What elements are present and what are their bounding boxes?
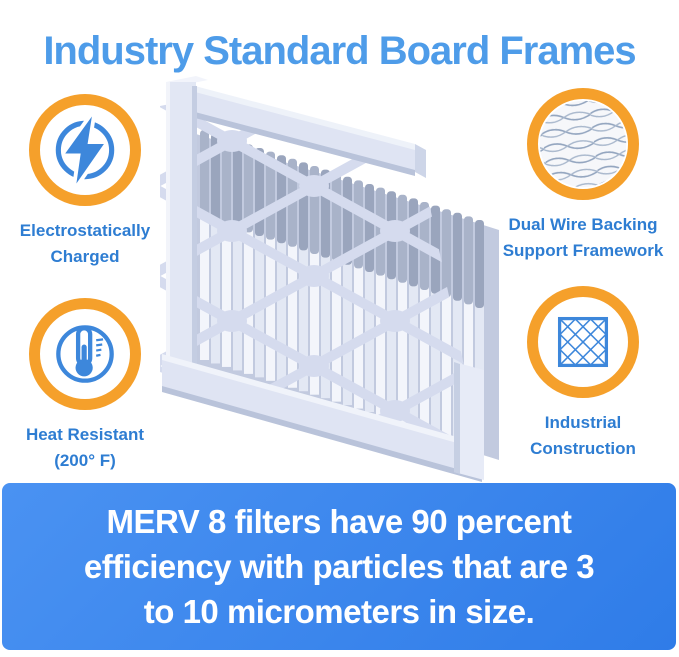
- feature-dual-wire-backing: [495, 88, 671, 264]
- banner-text-line: MERV 8 filters have 90 percent: [106, 503, 572, 540]
- feature-industrial-construction: [497, 286, 669, 462]
- feature-label: Industrial Construction: [530, 413, 636, 458]
- air-filter-illustration: [150, 66, 515, 491]
- feature-electrostatically-charged: [0, 94, 170, 270]
- feature-label: Electrostatically Charged: [19, 221, 151, 266]
- feature-heat-resistant: [0, 298, 170, 474]
- page-title: Industry Standard Board Frames: [43, 28, 636, 73]
- grid-mesh-icon: [538, 297, 628, 387]
- banner-text-line: efficiency with particles that are 3: [83, 548, 595, 585]
- banner-text-line: to 10 micrometers in size.: [143, 593, 535, 630]
- thermometer-icon: [42, 311, 128, 397]
- feature-label: Dual Wire Backing Support Framework: [502, 215, 664, 260]
- orange-ring: [29, 298, 141, 410]
- lightning-icon: [42, 107, 128, 193]
- feature-label: Heat Resistant (200° F): [25, 425, 145, 470]
- merv-info-banner: [2, 483, 676, 650]
- orange-ring: [527, 286, 639, 398]
- orange-ring: [527, 88, 639, 200]
- wire-mesh-icon: [538, 99, 628, 189]
- orange-ring: [29, 94, 141, 206]
